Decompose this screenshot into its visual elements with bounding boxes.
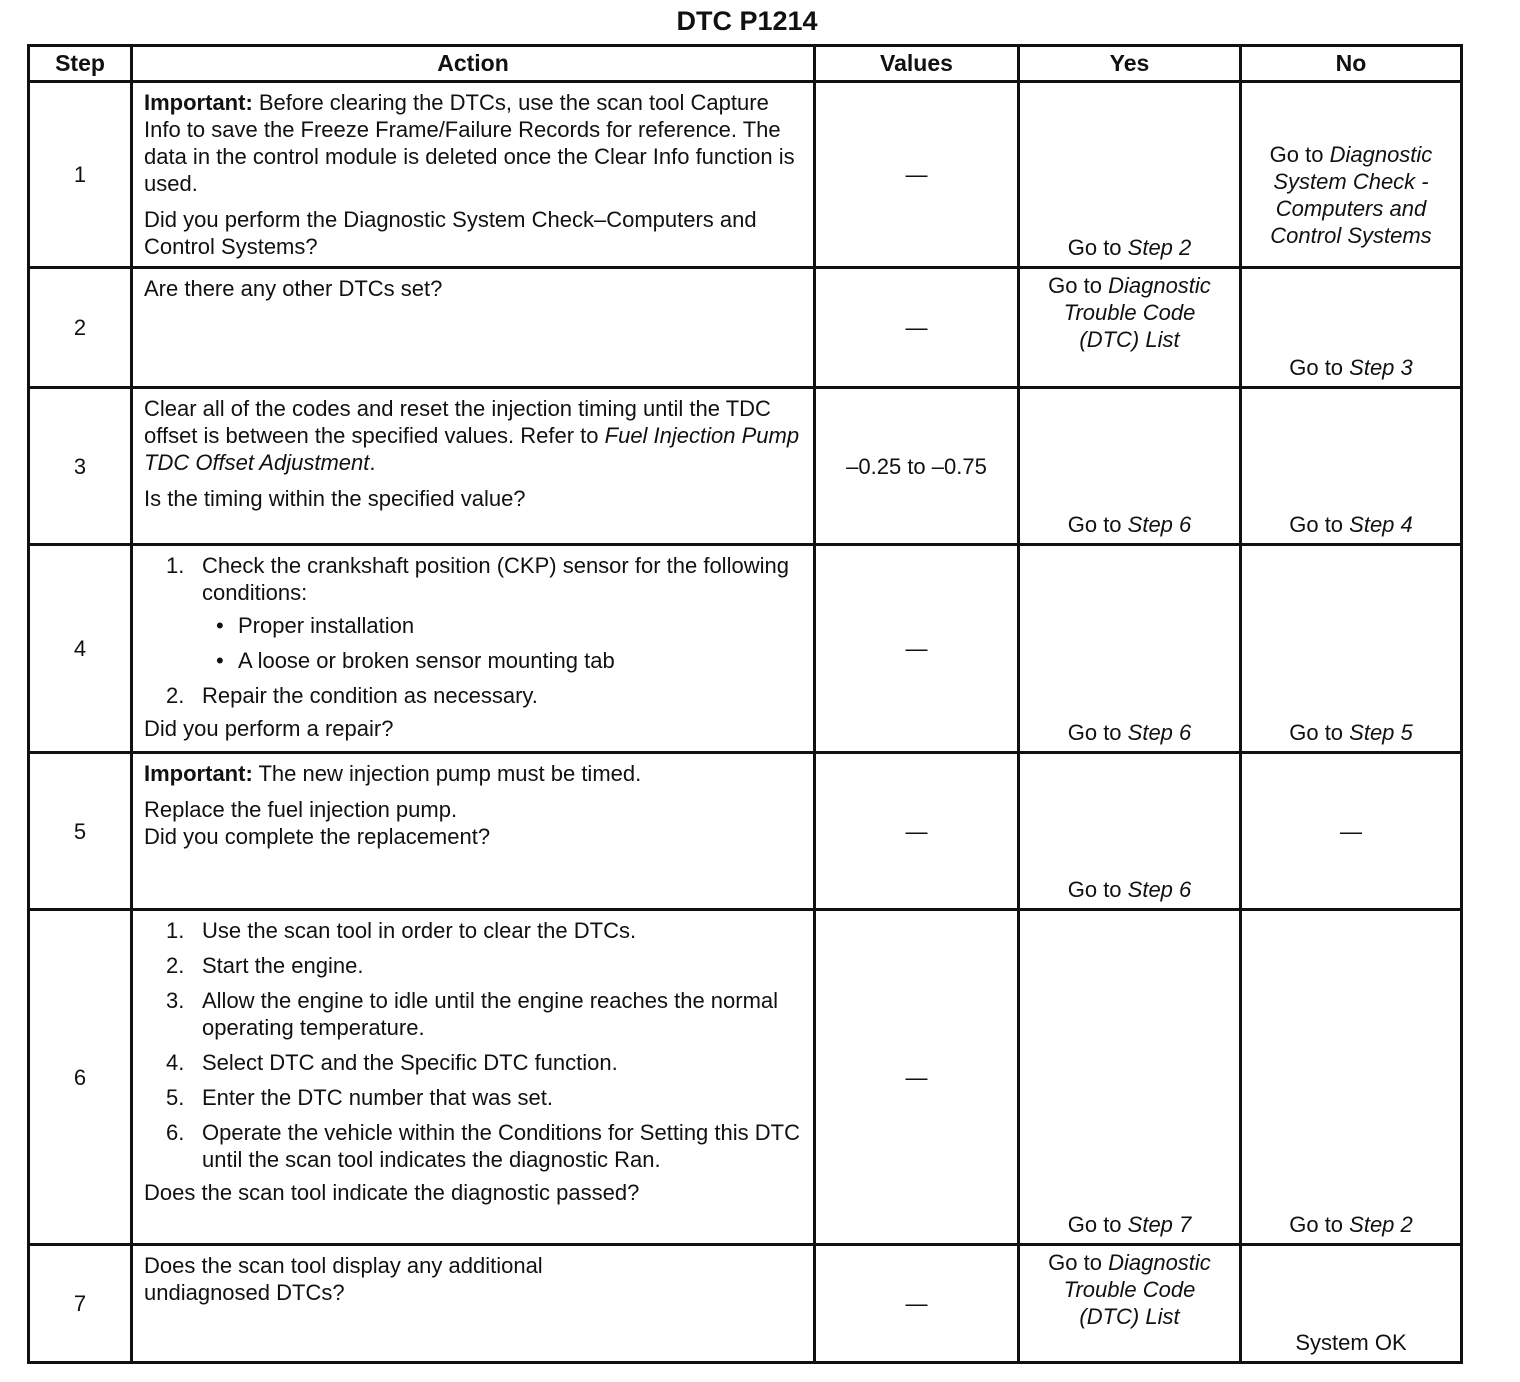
yes-cell	[1019, 753, 1241, 910]
step-number: 7	[29, 1245, 132, 1363]
yes-cell	[1019, 545, 1241, 753]
bullet-list	[202, 612, 803, 674]
no-link[interactable]	[1246, 141, 1456, 249]
value-cell: —	[815, 545, 1019, 753]
yes-link[interactable]	[1024, 511, 1235, 538]
action-cell	[132, 388, 815, 545]
list-text: Select DTC and the Specific DTC function.	[202, 1050, 618, 1075]
no-cell	[1241, 268, 1462, 388]
yes-link[interactable]	[1024, 719, 1235, 746]
no-target: Step 2	[1349, 1212, 1413, 1237]
no-prefix: Go to	[1289, 355, 1350, 380]
yes-cell	[1019, 388, 1241, 545]
no-link[interactable]	[1246, 511, 1456, 538]
question-text: Did you complete the replacement?	[144, 824, 491, 849]
action-cell	[132, 268, 815, 388]
list-number: 2.	[166, 683, 185, 708]
step-list	[144, 552, 803, 709]
yes-prefix: Go to	[1067, 877, 1128, 902]
list-text: Use the scan tool in order to clear the DTCs.	[202, 918, 637, 943]
value-cell: —	[815, 910, 1019, 1245]
table-row	[29, 753, 1462, 910]
value-cell: –0.25 to –0.75	[815, 388, 1019, 545]
value-cell: —	[815, 82, 1019, 268]
list-text: Start the engine.	[202, 953, 364, 978]
no-target: Step 5	[1349, 720, 1413, 745]
list-number: 1.	[166, 918, 185, 943]
yes-link[interactable]	[1032, 1249, 1227, 1330]
list-text: Enter the DTC number that was set.	[202, 1085, 553, 1110]
list-number: 1.	[166, 553, 185, 578]
yes-link[interactable]	[1024, 234, 1235, 261]
list-item	[144, 952, 803, 979]
no-link[interactable]	[1246, 719, 1456, 746]
step-number: 1	[29, 82, 132, 268]
no-cell	[1241, 82, 1462, 268]
list-item	[144, 552, 803, 674]
yes-prefix: Go to	[1067, 720, 1128, 745]
list-item	[144, 917, 803, 944]
yes-target: Step 2	[1127, 235, 1192, 260]
no-link[interactable]	[1246, 354, 1456, 381]
header-no: No	[1241, 46, 1462, 82]
list-item	[144, 1084, 803, 1111]
important-text: Before clearing the DTCs, use the scan tool Capture Info to save the Freeze Frame/Failure Records for reference. The data in the control module is deleted once the Clear Info function is used.	[144, 90, 795, 196]
action-cell	[132, 753, 815, 910]
list-item	[144, 1119, 803, 1173]
question-text: Did you perform the Diagnostic System Check–Computers and Control Systems?	[144, 207, 757, 259]
important-note	[144, 89, 803, 197]
page-title: DTC P1214	[676, 6, 818, 36]
table-row	[29, 545, 1462, 753]
list-item	[144, 987, 803, 1041]
step-number: 3	[29, 388, 132, 545]
action-cell	[132, 545, 815, 753]
no-target: Diagnostic System Check - Computers and Control Systems	[1270, 142, 1433, 248]
table-row	[29, 268, 1462, 388]
yes-prefix: Go to	[1067, 1212, 1128, 1237]
step-list	[144, 917, 803, 1173]
yes-link[interactable]	[1032, 272, 1227, 353]
no-prefix: Go to	[1289, 512, 1350, 537]
instruction-text	[144, 395, 803, 476]
list-number: 6.	[166, 1120, 185, 1145]
yes-target: Diagnostic Trouble Code (DTC) List	[1063, 273, 1211, 352]
no-prefix: Go to	[1269, 142, 1330, 167]
yes-cell	[1019, 1245, 1241, 1363]
yes-prefix: Go to	[1048, 273, 1109, 298]
question-text: Does the scan tool display any additional undiagnosed DTCs?	[144, 1253, 543, 1305]
question-text: Does the scan tool indicate the diagnostic passed?	[144, 1180, 640, 1205]
list-number: 2.	[166, 953, 185, 978]
no-target: Step 4	[1349, 512, 1413, 537]
important-note	[144, 760, 803, 787]
yes-target: Step 7	[1127, 1212, 1192, 1237]
step-number: 5	[29, 753, 132, 910]
question-text: Did you perform a repair?	[144, 716, 394, 741]
yes-target: Step 6	[1127, 720, 1192, 745]
no-prefix: Go to	[1289, 720, 1350, 745]
no-link[interactable]	[1246, 1211, 1456, 1238]
list-text: Allow the engine to idle until the engine reaches the normal operating temperature.	[202, 988, 779, 1040]
header-values: Values	[815, 46, 1019, 82]
yes-prefix: Go to	[1067, 512, 1128, 537]
important-label: Important:	[144, 90, 253, 115]
diagnostic-table	[27, 44, 1463, 1364]
table-row	[29, 82, 1462, 268]
question-text: Are there any other DTCs set?	[144, 276, 443, 301]
yes-prefix: Go to	[1048, 1250, 1109, 1275]
yes-cell	[1019, 82, 1241, 268]
no-cell: —	[1241, 753, 1462, 910]
list-number: 5.	[166, 1085, 185, 1110]
value-cell: —	[815, 268, 1019, 388]
instruction-text: Replace the fuel injection pump.	[144, 797, 458, 822]
instruction-body: Clear all of the codes and reset the injection timing until the TDC offset is between the specified values. Refer to	[144, 396, 771, 448]
no-target: Step 3	[1349, 355, 1413, 380]
yes-cell	[1019, 268, 1241, 388]
step-number: 4	[29, 545, 132, 753]
list-number: 3.	[166, 988, 185, 1013]
yes-prefix: Go to	[1067, 235, 1128, 260]
bullet-item: • Proper installation	[202, 612, 803, 639]
no-cell	[1241, 545, 1462, 753]
yes-link[interactable]	[1024, 1211, 1235, 1238]
value-cell: —	[815, 753, 1019, 910]
header-action: Action	[132, 46, 815, 82]
list-text: Check the crankshaft position (CKP) sensor for the following conditions:	[202, 553, 789, 605]
list-text: Operate the vehicle within the Conditions for Setting this DTC until the scan tool indicates the diagnostic Ran.	[202, 1120, 800, 1172]
yes-link[interactable]	[1024, 876, 1235, 903]
value-cell: —	[815, 1245, 1019, 1363]
action-cell	[132, 82, 815, 268]
instruction-end: .	[369, 450, 376, 475]
important-label: Important:	[144, 761, 253, 786]
question-text: Is the timing within the specified value?	[144, 486, 526, 511]
yes-target: Step 6	[1127, 512, 1192, 537]
list-item	[144, 1049, 803, 1076]
no-cell	[1241, 910, 1462, 1245]
table-header-row	[29, 46, 1462, 82]
yes-target: Diagnostic Trouble Code (DTC) List	[1063, 1250, 1211, 1329]
table-row	[29, 388, 1462, 545]
header-yes: Yes	[1019, 46, 1241, 82]
no-result: System OK	[1295, 1330, 1407, 1355]
action-cell	[132, 1245, 815, 1363]
no-cell	[1241, 1245, 1462, 1363]
table-row	[29, 1245, 1462, 1363]
table-row	[29, 910, 1462, 1245]
reference-link[interactable]: Fuel Injection Pump TDC Offset Adjustment	[144, 423, 800, 475]
yes-target: Step 6	[1127, 877, 1192, 902]
step-number: 2	[29, 268, 132, 388]
list-number: 4.	[166, 1050, 185, 1075]
no-cell	[1241, 388, 1462, 545]
no-prefix: Go to	[1289, 1212, 1350, 1237]
header-step: Step	[29, 46, 132, 82]
step-number: 6	[29, 910, 132, 1245]
yes-cell	[1019, 910, 1241, 1245]
important-text: The new injection pump must be timed.	[252, 761, 642, 786]
action-cell	[132, 910, 815, 1245]
bullet-item: • A loose or broken sensor mounting tab	[202, 647, 803, 674]
list-text: Repair the condition as necessary.	[202, 683, 538, 708]
list-item	[144, 682, 803, 709]
